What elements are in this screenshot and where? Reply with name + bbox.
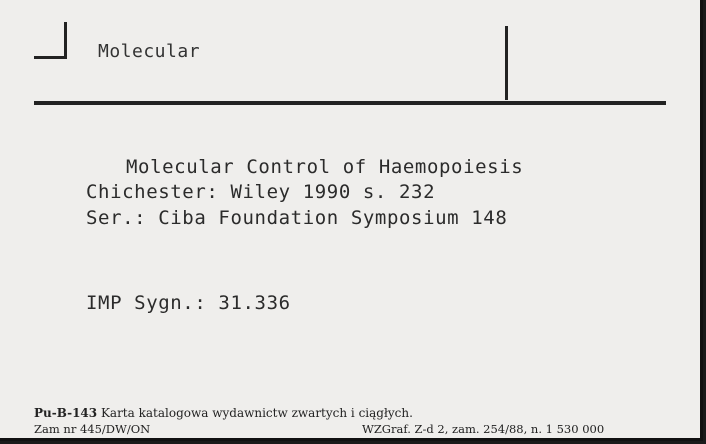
corner-mark-horizontal	[34, 56, 67, 59]
footer-order-text: Zam nr 445/DW/ON	[34, 422, 151, 436]
header-divider	[505, 26, 508, 100]
header-rule	[34, 101, 666, 105]
imprint-line: Chichester: Wiley 1990 s. 232	[86, 181, 436, 203]
title-line: Molecular Control of Haemopoiesis	[126, 156, 524, 178]
footer-form-line	[34, 406, 413, 420]
series-line: Ser.: Ciba Foundation Symposium 148	[86, 207, 508, 229]
footer-form-text: Karta katalogowa wydawnictw zwartych i ciągłych.	[100, 406, 413, 420]
corner-mark-vertical	[64, 22, 67, 58]
card-heading: Molecular	[98, 41, 201, 62]
footer-code: Pu-B-143	[34, 406, 98, 420]
footer-printer-text: WZGraf. Z-d 2, zam. 254/88, n. 1 530 000	[362, 422, 605, 436]
signature-line: IMP Sygn.: 31.336	[86, 292, 291, 314]
